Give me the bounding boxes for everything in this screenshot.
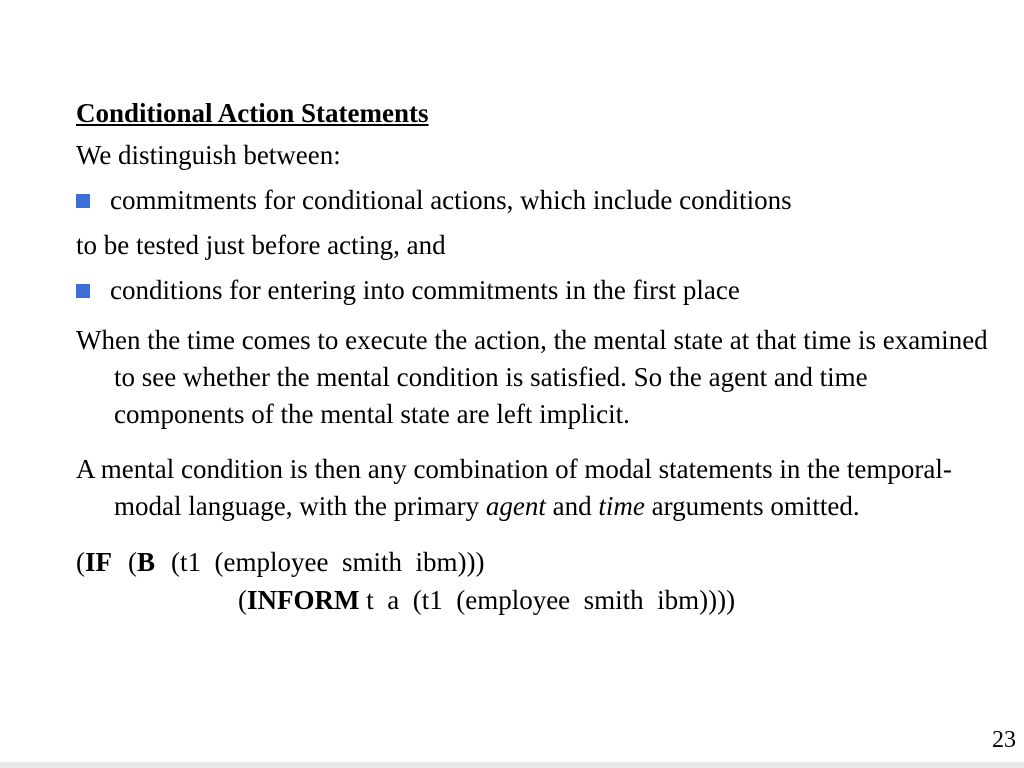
agent-term: agent [485,491,546,521]
page-number: 23 [992,727,1016,753]
code-paren: ( [128,547,137,577]
code-line-if [76,543,996,581]
keyword-inform: INFORM [247,585,360,615]
slide-title: Conditional Action Statements [76,98,429,128]
slide-content [76,94,996,619]
code-line-inform [76,581,996,619]
paragraph-mental-condition-part1: A mental condition is then any combination of modal statements in the temporal-modal language, with the primary [76,454,952,521]
bullet-item-1-continuation: to be tested just before acting, and [76,230,446,260]
keyword-b: B [137,547,156,577]
time-term: time [598,491,645,521]
paragraph-mental-condition-and: and [545,491,599,521]
code-line-if-rest: (t1 (employee smith ibm))) [171,547,485,577]
intro-text: We distinguish between: [76,140,341,170]
paragraph-mental-state: When the time comes to execute the action, the mental state at that time is examined to see whether the mental condition is satisfied. So the agent and time components of the mental state are left implicit. [76,325,988,429]
code-paren: ( [238,585,247,615]
bullet-item-2-text: conditions for entering into commitments in the first place [110,274,740,305]
paragraph-mental-condition [76,451,996,525]
code-paren: ( [76,547,85,577]
paragraph-mental-condition-part2: arguments omitted. [644,491,860,521]
bullet-item-1-text: commitments for conditional actions, which include conditions [110,184,792,215]
bullet-item-2 [76,268,996,312]
square-bullet-icon [76,284,90,298]
keyword-if: IF [85,547,112,577]
bullet-item-1 [76,178,996,222]
footer-bar [0,762,1024,768]
code-line-inform-rest: t a (t1 (employee smith ibm)))) [359,585,736,615]
square-bullet-icon [76,194,90,208]
